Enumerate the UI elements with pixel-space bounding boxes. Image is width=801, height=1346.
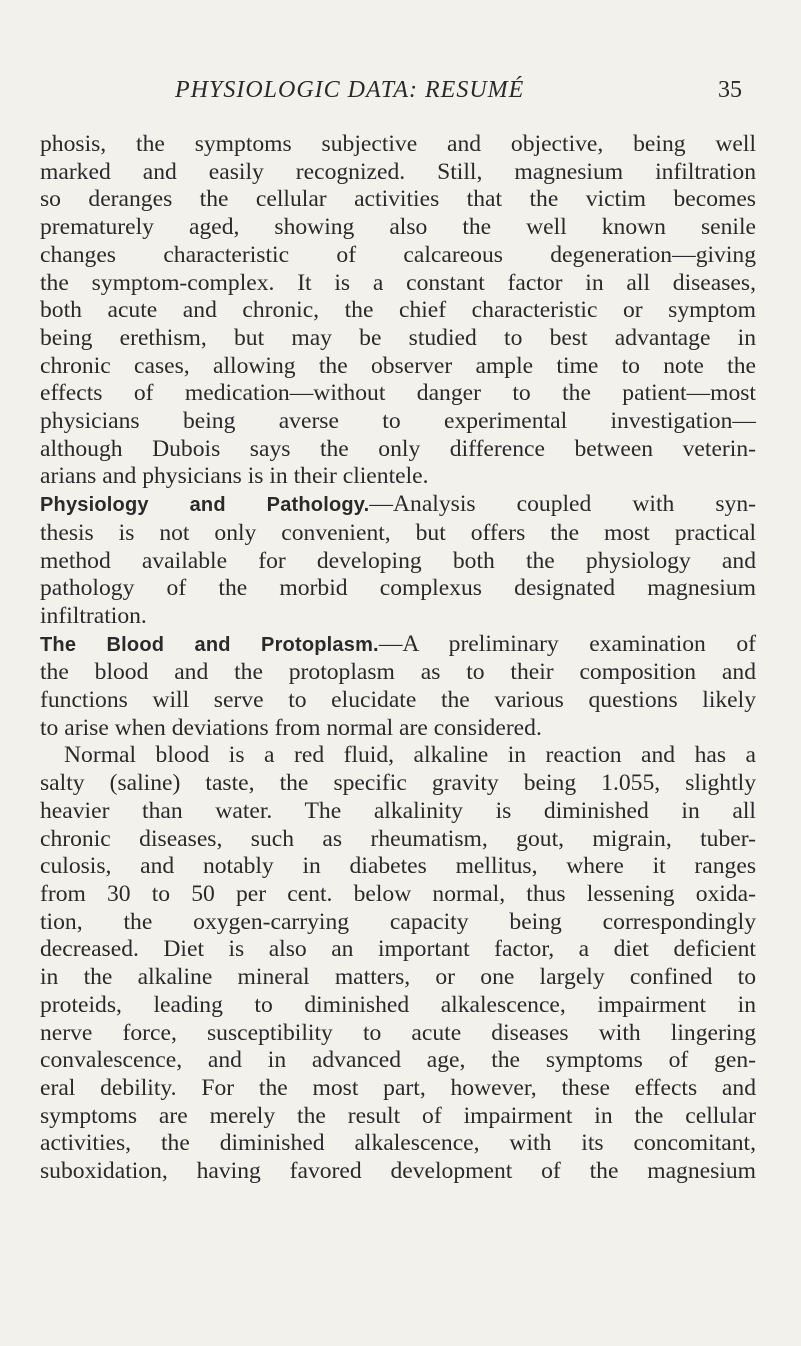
paragraph-physiology-pathology xyxy=(40,491,756,631)
paragraph-continuation xyxy=(40,131,756,491)
text-line: the symptom-complex. It is a constant factor in all diseases, xyxy=(40,269,756,296)
text-line: pathology of the morbid complexus designated magnesium xyxy=(40,575,756,602)
text-line: in the alkaline mineral matters, or one largely confined to xyxy=(40,964,756,991)
section-heading: Physiology and Pathology. xyxy=(40,494,370,517)
text-line: tion, the oxygen-carrying capacity being correspondingly xyxy=(40,908,756,935)
text-line: being erethism, but may be studied to best advantage in xyxy=(40,324,756,351)
text-line: culosis, and notably in diabetes mellitus, where it ranges xyxy=(40,853,756,880)
running-head: PHYSIOLOGIC DATA: RESUMÉ xyxy=(175,77,525,103)
text-fragment: —Analysis coupled with syn- xyxy=(369,491,756,518)
text-line: to arise when deviations from normal are considered. xyxy=(40,714,542,741)
text-line: from 30 to 50 per cent. below normal, thus lessening oxida- xyxy=(40,880,756,907)
page-number: 35 xyxy=(718,77,742,103)
text-line: heavier than water. The alkalinity is diminished in all xyxy=(40,797,756,824)
text-line: chronic diseases, such as rheumatism, gout, migrain, tuber- xyxy=(40,825,756,852)
text-fragment: —A preliminary examination of xyxy=(378,630,756,657)
text-line xyxy=(40,491,756,520)
text-line: nerve force, susceptibility to acute diseases with lingering xyxy=(40,1019,756,1046)
text-line: phosis, the symptoms subjective and objective, being well xyxy=(40,131,756,157)
text-line: suboxidation, having favored development of the magnesium xyxy=(40,1158,756,1185)
text-line: so deranges the cellular activities that the victim becomes xyxy=(40,186,756,213)
text-line: eral debility. For the most part, however, these effects and xyxy=(40,1074,756,1101)
text-line: prematurely aged, showing also the well known senile xyxy=(40,214,756,241)
text-line: symptoms are merely the result of impairment in the cellular xyxy=(40,1102,756,1129)
text-line: physicians being averse to experimental investigation— xyxy=(40,408,756,435)
paragraph-normal-blood xyxy=(40,742,756,1185)
paragraph-blood-protoplasm xyxy=(40,631,756,743)
text-line: effects of medication—without danger to the patient—most xyxy=(40,380,756,407)
text-line: salty (saline) taste, the specific gravity being 1.055, slightly xyxy=(40,770,756,797)
text-line: changes characteristic of calcareous degeneration—giving xyxy=(40,241,756,268)
text-line: infiltration. xyxy=(40,602,147,629)
text-line: thesis is not only convenient, but offers the most practical xyxy=(40,519,756,546)
text-line xyxy=(40,631,756,660)
text-line: proteids, leading to diminished alkalescence, impairment in xyxy=(40,991,756,1018)
text-line: convalescence, and in advanced age, the symptoms of gen- xyxy=(40,1047,756,1074)
text-line: activities, the diminished alkalescence, with its concomitant, xyxy=(40,1130,756,1157)
text-line: chronic cases, allowing the observer ample time to note the xyxy=(40,352,756,379)
body-text xyxy=(40,131,756,1186)
text-line: although Dubois says the only difference between veterin- xyxy=(40,435,756,462)
text-line: functions will serve to elucidate the various questions likely xyxy=(40,687,756,714)
text-line: the blood and the protoplasm as to their composition and xyxy=(40,659,756,686)
text-line: decreased. Diet is also an important factor, a diet deficient xyxy=(40,936,756,963)
section-heading: The Blood and Protoplasm. xyxy=(40,633,379,656)
text-line: method available for developing both the physiology and xyxy=(40,547,756,574)
text-line: both acute and chronic, the chief characteristic or symptom xyxy=(40,297,756,324)
text-line: Normal blood is a red fluid, alkaline in reaction and has a xyxy=(64,742,756,769)
text-line: arians and physicians is in their clientele. xyxy=(40,463,429,490)
text-line: marked and easily recognized. Still, magnesium infiltration xyxy=(40,158,756,185)
